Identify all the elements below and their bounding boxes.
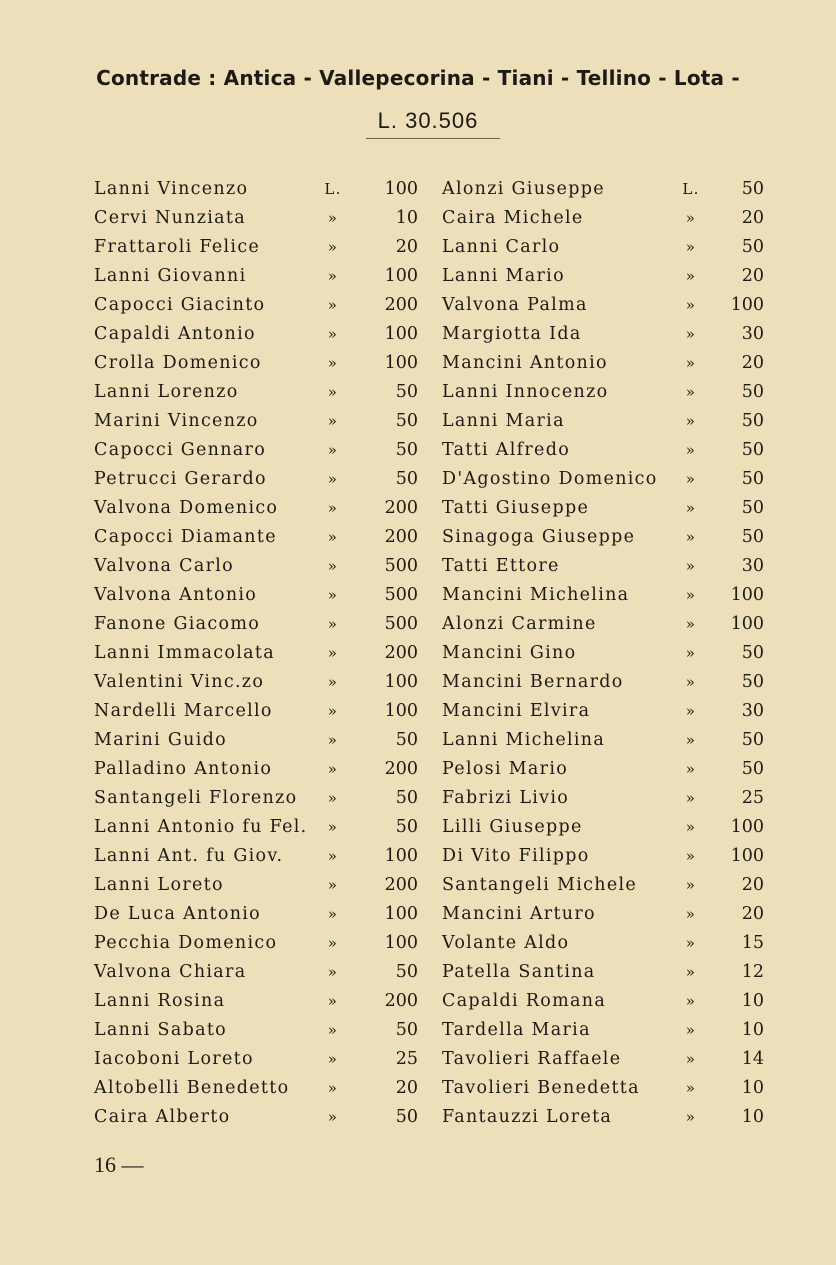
currency-mark: » [327,296,339,314]
contrade-heading: Contrade : Antica - Vallepecorina - Tiani - Tellino - Lota - [96,66,740,90]
donor-name: Santangeli Florenzo [94,788,298,808]
donor-row [90,233,430,262]
donation-amount: 200 [384,527,418,547]
donor-name: Valvona Domenico [94,498,279,518]
donor-name: Mancini Bernardo [442,672,624,692]
currency-mark: » [327,209,339,227]
donor-name: Valvona Palma [442,295,588,315]
currency-mark: » [327,325,339,343]
donor-row [90,755,430,784]
total-amount: L. 30.506 [377,108,479,133]
donation-amount: 30 [741,324,764,344]
currency-mark: » [327,644,339,662]
donor-row [90,320,430,349]
donor-name: Lanni Lorenzo [94,382,239,402]
donor-name: Cervi Nunziata [94,208,246,228]
donation-amount: 50 [741,672,764,692]
donor-name: Altobelli Benedetto [94,1078,290,1098]
donor-name: Lanni Mario [442,266,565,286]
donor-row [438,987,774,1016]
currency-mark: » [685,1079,697,1097]
donor-name: Mancini Arturo [442,904,596,924]
currency-mark: » [327,557,339,575]
donor-row [438,581,774,610]
currency-mark: » [327,905,339,923]
donor-name: Alonzi Carmine [442,614,597,634]
donation-amount: 50 [741,179,764,199]
currency-mark: » [327,934,339,952]
donor-row [90,813,430,842]
donor-name: Caira Alberto [94,1107,231,1127]
donor-row [90,494,430,523]
donor-row [90,929,430,958]
donor-row [438,1103,774,1132]
donor-name: Valvona Carlo [94,556,234,576]
donor-row [438,726,774,755]
donation-amount: 10 [741,1078,764,1098]
donor-name: Mancini Antonio [442,353,608,373]
currency-mark: » [327,238,339,256]
donor-row [90,958,430,987]
donor-row [438,900,774,929]
donor-name: Tavolieri Raffaele [442,1049,622,1069]
currency-mark: » [685,760,697,778]
currency-mark: » [685,586,697,604]
donor-name: Lanni Maria [442,411,565,431]
donation-amount: 500 [384,556,418,576]
donor-row [90,407,430,436]
donation-amount: 200 [384,991,418,1011]
donation-amount: 20 [741,266,764,286]
left-donor-column [90,175,430,1132]
currency-mark: » [685,238,697,256]
currency-mark: » [327,615,339,633]
currency-mark: » [685,354,697,372]
donor-row [438,552,774,581]
currency-mark: » [685,325,697,343]
donor-row [90,204,430,233]
donation-amount: 50 [395,469,418,489]
donor-row [90,639,430,668]
donation-amount: 20 [395,1078,418,1098]
donation-amount: 50 [741,730,764,750]
currency-mark: » [685,1021,697,1039]
donor-row [438,291,774,320]
donation-amount: 100 [384,933,418,953]
currency-mark: » [685,383,697,401]
donation-amount: 20 [741,875,764,895]
donor-row [90,784,430,813]
donor-name: Sinagoga Giuseppe [442,527,636,547]
donor-name: Capaldi Romana [442,991,607,1011]
donation-amount: 50 [395,962,418,982]
donor-row [90,1045,430,1074]
currency-mark: » [685,905,697,923]
donor-name: Iacoboni Loreto [94,1049,254,1069]
donor-name: D'Agostino Domenico [442,469,658,489]
donor-row [90,378,430,407]
donation-amount: 10 [395,208,418,228]
donor-row [90,697,430,726]
donation-amount: 100 [730,585,764,605]
donation-amount: 50 [395,382,418,402]
donor-row [90,262,430,291]
donor-row [438,610,774,639]
donor-row [438,697,774,726]
donor-name: Lanni Innocenzo [442,382,609,402]
donation-amount: 15 [741,933,764,953]
currency-mark: » [327,354,339,372]
currency-mark: » [685,818,697,836]
currency-mark: » [685,470,697,488]
currency-mark: » [327,1021,339,1039]
donor-row [90,436,430,465]
donor-name: Petrucci Gerardo [94,469,267,489]
donor-row [438,1045,774,1074]
donor-name: Mancini Elvira [442,701,591,721]
currency-mark: » [685,499,697,517]
donation-amount: 100 [730,817,764,837]
heading-divider [366,138,500,139]
donor-name: Lanni Antonio fu Fel. [94,817,308,837]
donor-name: Caira Michele [442,208,584,228]
donor-row [90,1103,430,1132]
donation-amount: 500 [384,614,418,634]
donation-amount: 200 [384,295,418,315]
donation-amount: 50 [395,411,418,431]
right-donor-column [438,175,774,1132]
donor-row [90,900,430,929]
donation-amount: 100 [384,904,418,924]
donor-row [438,262,774,291]
donation-amount: 200 [384,643,418,663]
donation-amount: 200 [384,498,418,518]
currency-mark: » [327,586,339,604]
donor-row [438,204,774,233]
donor-name: Tatti Alfredo [442,440,571,460]
donor-row [438,813,774,842]
donor-row [438,523,774,552]
donor-name: Lanni Loreto [94,875,224,895]
donor-row [90,1074,430,1103]
page-number: 16 — [94,1152,144,1177]
currency-mark: » [327,789,339,807]
donor-name: Lanni Ant. fu Giov. [94,846,284,866]
currency-mark: » [327,383,339,401]
currency-mark: » [685,934,697,952]
donation-amount: 50 [741,237,764,257]
donor-name: Margiotta Ida [442,324,582,344]
donation-amount: 25 [395,1049,418,1069]
donor-name: Lanni Sabato [94,1020,227,1040]
donor-row [90,871,430,900]
donor-row [438,378,774,407]
donor-row [438,233,774,262]
donor-name: Capocci Gennaro [94,440,267,460]
donor-row [438,436,774,465]
donation-amount: 50 [395,440,418,460]
donation-amount: 200 [384,759,418,779]
currency-mark: » [685,441,697,459]
currency-mark: » [327,1108,339,1126]
currency-mark: » [685,296,697,314]
donation-amount: 50 [741,643,764,663]
donor-row [438,407,774,436]
donation-amount: 50 [741,759,764,779]
donation-amount: 10 [741,991,764,1011]
donor-row [438,755,774,784]
donation-amount: 30 [741,701,764,721]
currency-mark: » [327,673,339,691]
currency-mark: » [685,644,697,662]
currency-mark: » [685,963,697,981]
donor-name: Di Vito Filippo [442,846,590,866]
currency-mark: » [685,702,697,720]
donation-amount: 100 [384,353,418,373]
donor-name: Lilli Giuseppe [442,817,583,837]
donor-name: Alonzi Giuseppe [442,179,605,199]
donor-name: Capocci Diamante [94,527,277,547]
currency-mark: L. [682,180,700,198]
currency-mark: » [327,992,339,1010]
currency-mark: » [327,470,339,488]
currency-mark: » [685,557,697,575]
donation-amount: 10 [741,1107,764,1127]
donor-row [438,639,774,668]
donation-amount: 100 [730,295,764,315]
currency-mark: » [685,209,697,227]
donor-name: Capaldi Antonio [94,324,256,344]
donation-amount: 100 [384,266,418,286]
donor-name: Volante Aldo [442,933,570,953]
donor-name: Lanni Vincenzo [94,179,249,199]
donor-name: Palladino Antonio [94,759,273,779]
donor-row [90,610,430,639]
currency-mark: » [685,731,697,749]
donor-name: Tavolieri Benedetta [442,1078,640,1098]
donor-name: Patella Santina [442,962,596,982]
donation-amount: 12 [741,962,764,982]
currency-mark: » [327,528,339,546]
currency-mark: » [327,1050,339,1068]
currency-mark: » [685,1050,697,1068]
donor-name: Tatti Giuseppe [442,498,590,518]
donor-row [90,349,430,378]
currency-mark: » [327,412,339,430]
donor-name: Tardella Maria [442,1020,591,1040]
donation-amount: 50 [741,411,764,431]
donation-amount: 200 [384,875,418,895]
currency-mark: » [685,876,697,894]
donor-row [438,668,774,697]
donor-name: Mancini Michelina [442,585,630,605]
currency-mark: » [685,267,697,285]
donor-row [438,494,774,523]
donation-amount: 100 [384,846,418,866]
currency-mark: » [685,992,697,1010]
currency-mark: » [685,789,697,807]
donor-row [438,465,774,494]
currency-mark: » [327,499,339,517]
donor-row [90,175,430,204]
donation-amount: 14 [741,1049,764,1069]
currency-mark: » [685,847,697,865]
donation-amount: 100 [384,324,418,344]
currency-mark: » [685,412,697,430]
currency-mark: » [327,847,339,865]
donor-row [90,291,430,320]
donor-name: Valvona Antonio [94,585,258,605]
donation-amount: 30 [741,556,764,576]
donor-row [438,175,774,204]
currency-mark: » [685,1108,697,1126]
donation-amount: 100 [384,672,418,692]
donor-name: Valvona Chiara [94,962,247,982]
donation-amount: 500 [384,585,418,605]
donation-amount: 50 [395,788,418,808]
donor-row [438,349,774,378]
currency-mark: » [685,673,697,691]
donor-name: Capocci Giacinto [94,295,266,315]
donation-amount: 100 [730,846,764,866]
donor-name: Marini Vincenzo [94,411,259,431]
donor-name: Tatti Ettore [442,556,560,576]
donor-row [90,1016,430,1045]
donor-row [90,465,430,494]
donor-row [90,523,430,552]
donation-amount: 100 [384,701,418,721]
currency-mark: » [685,615,697,633]
donation-amount: 100 [730,614,764,634]
donor-row [438,958,774,987]
donor-name: Frattaroli Felice [94,237,261,257]
donor-name: Lanni Giovanni [94,266,247,286]
currency-mark: » [327,441,339,459]
donor-row [90,987,430,1016]
donation-amount: 20 [395,237,418,257]
currency-mark: » [327,731,339,749]
donor-name: Fantauzzi Loreta [442,1107,613,1127]
donor-name: Lanni Rosina [94,991,226,1011]
donation-amount: 50 [741,382,764,402]
donor-row [438,842,774,871]
donor-name: Pelosi Mario [442,759,569,779]
donation-amount: 20 [741,208,764,228]
donation-amount: 25 [741,788,764,808]
donor-name: Valentini Vinc.zo [94,672,265,692]
donation-amount: 50 [741,527,764,547]
donor-row [438,929,774,958]
donor-name: Lanni Immacolata [94,643,275,663]
donor-row [90,842,430,871]
donation-amount: 50 [395,1107,418,1127]
donation-amount: 50 [395,817,418,837]
donation-amount: 50 [395,1020,418,1040]
donor-name: Mancini Gino [442,643,577,663]
donation-amount: 50 [395,730,418,750]
donor-row [438,784,774,813]
donor-row [438,320,774,349]
donation-amount: 50 [741,469,764,489]
donor-name: Lanni Carlo [442,237,561,257]
donor-name: Santangeli Michele [442,875,638,895]
donation-amount: 10 [741,1020,764,1040]
currency-mark: » [327,760,339,778]
currency-mark: » [327,1079,339,1097]
currency-mark: » [685,528,697,546]
donor-name: Crolla Domenico [94,353,262,373]
donor-name: Fabrizi Livio [442,788,570,808]
donor-row [90,552,430,581]
donation-amount: 50 [741,440,764,460]
currency-mark: » [327,963,339,981]
donor-row [90,581,430,610]
currency-mark: » [327,876,339,894]
currency-mark: » [327,702,339,720]
donation-amount: 20 [741,353,764,373]
donor-name: Nardelli Marcello [94,701,273,721]
donor-name: Lanni Michelina [442,730,606,750]
currency-mark: L. [324,180,342,198]
donation-amount: 100 [384,179,418,199]
donor-name: Pecchia Domenico [94,933,278,953]
donation-amount: 20 [741,904,764,924]
donor-row [438,1016,774,1045]
donation-amount: 50 [741,498,764,518]
donor-row [90,726,430,755]
currency-mark: » [327,267,339,285]
donor-name: Marini Guido [94,730,227,750]
donor-name: De Luca Antonio [94,904,262,924]
donor-row [438,1074,774,1103]
donor-row [438,871,774,900]
donor-row [90,668,430,697]
currency-mark: » [327,818,339,836]
donor-name: Fanone Giacomo [94,614,261,634]
